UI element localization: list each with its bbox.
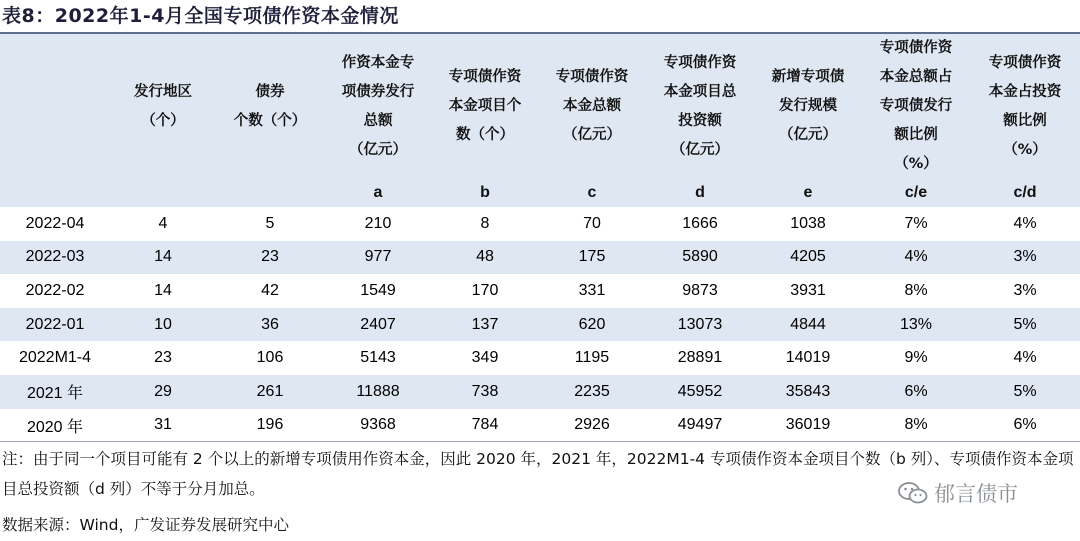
row-period-cell: 2022-02 <box>0 274 110 308</box>
table-cell: 4% <box>970 207 1080 241</box>
table-cell: 14 <box>110 241 216 275</box>
table-cell: 137 <box>432 308 538 342</box>
column-header: 专项债作资 本金项目总 投资额 （亿元） <box>646 34 754 179</box>
table-cell: 175 <box>538 241 646 275</box>
column-header: 专项债作资 本金总额占 专项债发行 额比例 （%） <box>862 34 970 179</box>
column-header: 专项债作资 本金总额 （亿元） <box>538 34 646 179</box>
column-formula-label: b <box>432 179 538 207</box>
row-period-cell: 2022-01 <box>0 308 110 342</box>
table-cell: 784 <box>432 409 538 443</box>
table-cell: 5 <box>216 207 324 241</box>
table-row <box>0 207 1080 241</box>
table-cell: 29 <box>110 375 216 409</box>
column-header: 发行地区 （个） <box>110 34 216 179</box>
table-cell: 3% <box>970 274 1080 308</box>
table-cell: 42 <box>216 274 324 308</box>
column-formula-label <box>216 179 324 207</box>
table-cell: 2926 <box>538 409 646 443</box>
table-cell: 13% <box>862 308 970 342</box>
table-cell: 6% <box>970 409 1080 443</box>
table-cell: 13073 <box>646 308 754 342</box>
table-cell: 36019 <box>754 409 862 443</box>
table-cell: 5890 <box>646 241 754 275</box>
table-cell: 35843 <box>754 375 862 409</box>
table-cell: 261 <box>216 375 324 409</box>
table-cell: 31 <box>110 409 216 443</box>
table-cell: 4% <box>970 341 1080 375</box>
column-formula-label: d <box>646 179 754 207</box>
column-formula-label: c <box>538 179 646 207</box>
table-cell: 210 <box>324 207 432 241</box>
table-body <box>0 207 1080 442</box>
table-cell: 1038 <box>754 207 862 241</box>
table-cell: 36 <box>216 308 324 342</box>
table-cell: 4844 <box>754 308 862 342</box>
column-formula-label: e <box>754 179 862 207</box>
table-cell: 196 <box>216 409 324 443</box>
row-period-cell: 2022-03 <box>0 241 110 275</box>
row-period-cell: 2022-04 <box>0 207 110 241</box>
table-cell: 23 <box>216 241 324 275</box>
data-table <box>0 34 1080 442</box>
header-formula-row <box>0 179 1080 207</box>
column-header: 专项债作资 本金占投资 额比例 （%） <box>970 34 1080 179</box>
table-cell: 620 <box>538 308 646 342</box>
table-cell: 8% <box>862 274 970 308</box>
column-formula-label: c/e <box>862 179 970 207</box>
table-cell: 28891 <box>646 341 754 375</box>
table-cell: 4 <box>110 207 216 241</box>
table-cell: 6% <box>862 375 970 409</box>
table-cell: 14 <box>110 274 216 308</box>
watermark-text: 郁言债市 <box>934 482 1018 506</box>
footnote: 注：由于同一个项目可能有 2 个以上的新增专项债用作资本金，因此 2020 年，2021 年，2022M1-4 专项债作资本金项目个数（b 列）、专项债作资本金项目总投资额（d 列）不等于分月加总。 <box>2 450 1074 498</box>
table-cell: 9368 <box>324 409 432 443</box>
table-cell: 4% <box>862 241 970 275</box>
table-cell: 738 <box>432 375 538 409</box>
table-cell: 106 <box>216 341 324 375</box>
column-header: 债券 个数（个） <box>216 34 324 179</box>
row-period-cell: 2021 年 <box>0 375 110 409</box>
table-cell: 331 <box>538 274 646 308</box>
row-period-cell: 2020 年 <box>0 409 110 443</box>
table-row <box>0 308 1080 342</box>
table-cell: 70 <box>538 207 646 241</box>
watermark <box>898 478 1018 508</box>
table-cell: 9% <box>862 341 970 375</box>
column-header <box>0 34 110 179</box>
table-cell: 23 <box>110 341 216 375</box>
row-period-cell: 2022M1-4 <box>0 341 110 375</box>
table-row <box>0 375 1080 409</box>
table-cell: 977 <box>324 241 432 275</box>
table-cell: 9873 <box>646 274 754 308</box>
column-formula-label: a <box>324 179 432 207</box>
table-bottom-divider <box>0 441 1080 442</box>
table-cell: 2407 <box>324 308 432 342</box>
table-cell: 349 <box>432 341 538 375</box>
column-header: 专项债作资 本金项目个 数（个） <box>432 34 538 179</box>
column-formula-label: c/d <box>970 179 1080 207</box>
table-cell: 7% <box>862 207 970 241</box>
table-cell: 45952 <box>646 375 754 409</box>
table-cell: 4205 <box>754 241 862 275</box>
header-row <box>0 34 1080 179</box>
table-cell: 2235 <box>538 375 646 409</box>
source-line: 数据来源：Wind，广发证券发展研究中心 <box>2 516 289 534</box>
table-cell: 10 <box>110 308 216 342</box>
table-row <box>0 241 1080 275</box>
table-cell: 8% <box>862 409 970 443</box>
table-cell: 5143 <box>324 341 432 375</box>
table-row <box>0 409 1080 443</box>
column-header: 新增专项债 发行规模 （亿元） <box>754 34 862 179</box>
table-cell: 1666 <box>646 207 754 241</box>
table-cell: 3% <box>970 241 1080 275</box>
table-cell: 5% <box>970 308 1080 342</box>
column-formula-label <box>0 179 110 207</box>
table-cell: 8 <box>432 207 538 241</box>
wechat-icon <box>898 481 928 505</box>
table-cell: 48 <box>432 241 538 275</box>
table-cell: 1195 <box>538 341 646 375</box>
table-title: 表8：2022年1-4月全国专项债作资本金情况 <box>2 5 399 27</box>
table-cell: 5% <box>970 375 1080 409</box>
table-cell: 49497 <box>646 409 754 443</box>
table-cell: 1549 <box>324 274 432 308</box>
column-formula-label <box>110 179 216 207</box>
table-cell: 11888 <box>324 375 432 409</box>
table-cell: 170 <box>432 274 538 308</box>
table-cell: 3931 <box>754 274 862 308</box>
table-row <box>0 341 1080 375</box>
table-cell: 14019 <box>754 341 862 375</box>
table-row <box>0 274 1080 308</box>
column-header: 作资本金专 项债券发行 总额 （亿元） <box>324 34 432 179</box>
